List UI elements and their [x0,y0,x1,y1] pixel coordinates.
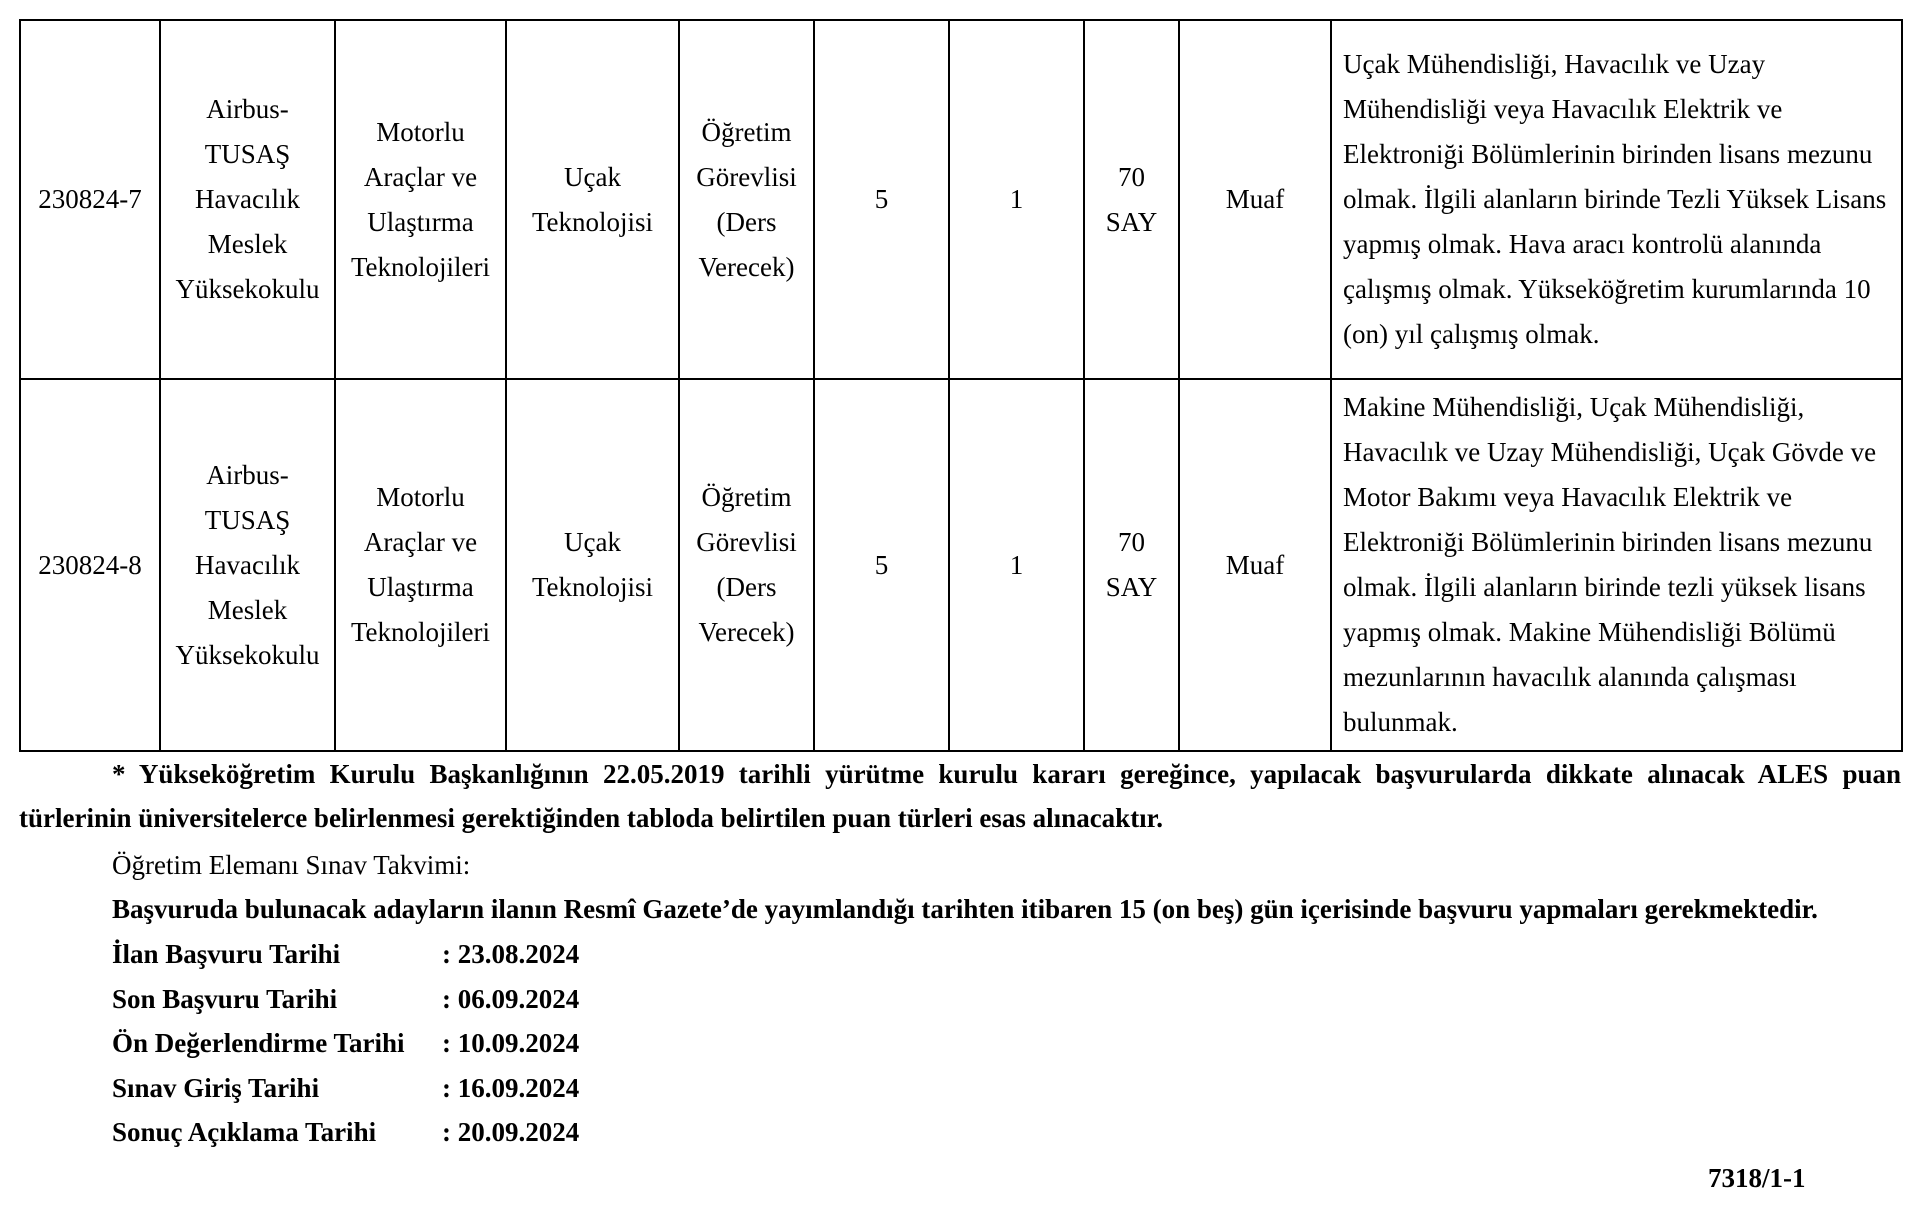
staff-count: 1 [949,379,1084,751]
schedule-date: : 06.09.2024 [442,983,580,1014]
schedule-label: Sonuç Açıklama Tarihi [112,1117,377,1147]
schedule-date: : 20.09.2024 [442,1117,580,1147]
post-code: 230824-8 [20,379,160,751]
post-code: 230824-7 [20,20,160,379]
schedule-row [112,1066,579,1111]
staff-title: Öğretim Görevlisi (Ders Verecek) [679,379,814,751]
schedule-row [112,932,579,977]
staff-title: Öğretim Görevlisi (Ders Verecek) [679,20,814,379]
staff-count: 1 [949,20,1084,379]
special-conditions: Uçak Mühendisliği, Havacılık ve Uzay Mühendisliği veya Havacılık Elektrik ve Elektroniği Bölümlerinin birinden lisans mezunu olmak. İlgili alanların birinde Tezli Yüksek Lisans yapmış olmak. Hava aracı kontrolü alanında çalışmış olmak. Yükseköğretim kurumlarında 10 (on) yıl çalışmış olmak. [1331,20,1902,379]
special-conditions: Makine Mühendisliği, Uçak Mühendisliği, Havacılık ve Uzay Mühendisliği, Uçak Gövde ve Motor Bakımı veya Havacılık Elektrik ve Elektroniği Bölümlerinin birinden lisans mezunu olmak. İlgili alanların birinde tezli yüksek lisans yapmış olmak. Makine Mühendisliği Bölümü mezunlarının havacılık alanında çalışması bulunmak. [1331,379,1902,751]
language-requirement: Muaf [1179,20,1331,379]
schedule-date: : 23.08.2024 [442,939,580,969]
program-name: Uçak Teknolojisi [506,20,679,379]
schedule-label: Son Başvuru Tarihi [112,983,338,1014]
unit-name: Airbus-TUSAŞ Havacılık Meslek Yüksekokulu [160,20,335,379]
department-name: Motorlu Araçlar ve Ulaştırma Teknolojileri [335,379,506,751]
table-row [20,20,1902,379]
schedule-label: Sınav Giriş Tarihi [112,1072,320,1103]
ales-score: 70 SAY [1084,20,1179,379]
page-number: 7318/1-1 [1708,1163,1806,1193]
footnote: * Yükseköğretim Kurulu Başkanlığının 22.05.2019 tarihli yürütme kurulu kararı gereğince, yapılacak başvurularda dikkate alınacak ALES puan türlerinin üniversitelerce belirlenmesi gerektiğinden tabloda belirtilen puan türleri esas alınacaktır. [19,759,1901,833]
language-requirement: Muaf [1179,379,1331,751]
application-info: Başvuruda bulunacak adayların ilanın Resmî Gazete’de yayımlandığı tarihten itibaren 15 (on beş) gün içerisinde başvuru yapmaları gerekmektedir. [112,894,1818,924]
department-name: Motorlu Araçlar ve Ulaştırma Teknolojileri [335,20,506,379]
positions-table [19,19,1903,752]
schedule-label: İlan Başvuru Tarihi [112,939,341,969]
table-row [20,379,1902,751]
degree: 5 [814,379,949,751]
calendar-heading: Öğretim Elemanı Sınav Takvimi: [112,850,471,880]
schedule-row [112,977,579,1022]
schedule-date: : 16.09.2024 [442,1072,580,1103]
exam-schedule [112,932,579,1155]
program-name: Uçak Teknolojisi [506,379,679,751]
schedule-row [112,1110,579,1155]
schedule-label: Ön Değerlendirme Tarihi [112,1028,405,1058]
schedule-date: : 10.09.2024 [442,1028,580,1058]
degree: 5 [814,20,949,379]
unit-name: Airbus-TUSAŞ Havacılık Meslek Yüksekokulu [160,379,335,751]
schedule-row [112,1021,579,1066]
ales-score: 70 SAY [1084,379,1179,751]
